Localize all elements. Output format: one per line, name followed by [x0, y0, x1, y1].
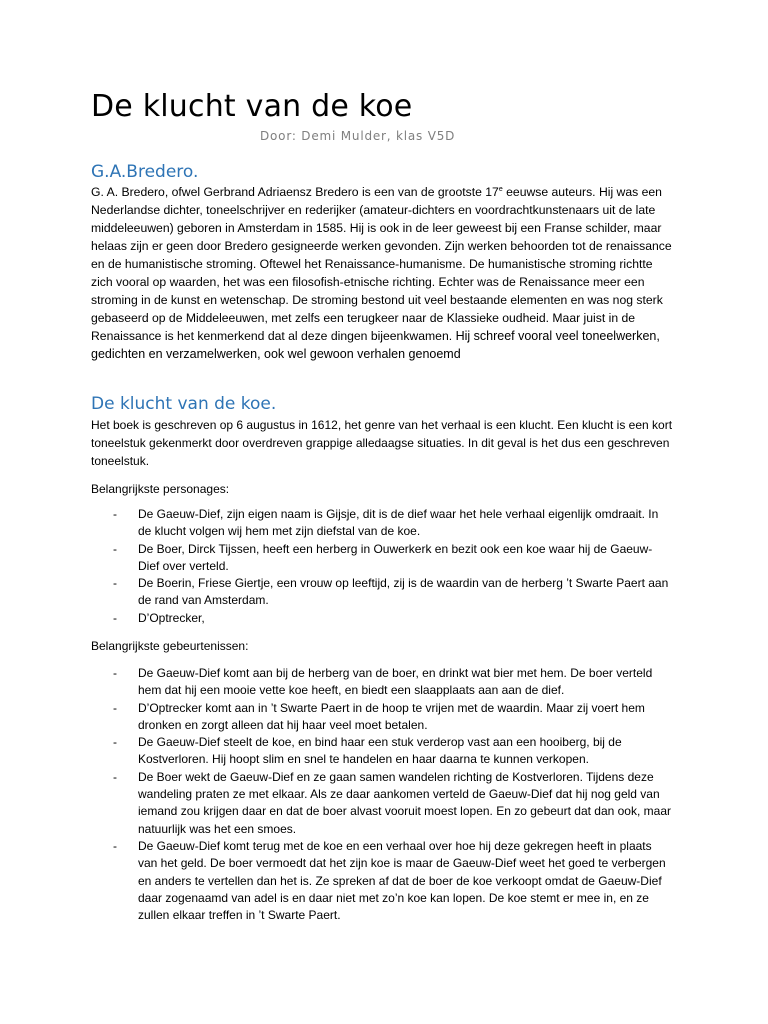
list-dash: -: [113, 769, 117, 784]
klucht-intro-paragraph: Het boek is geschreven op 6 augustus in 1612, het genre van het verhaal is een klucht. Een klucht is een kort toneelstuk gekenmerkt door overdreven grappige alledaagse situaties. In dit geval is het dus een geschreven toneelstuk.: [91, 418, 673, 468]
list-item: [113, 769, 673, 838]
events-list: [113, 665, 673, 924]
list-item: [113, 734, 673, 769]
list-item-text: D’Optrecker komt aan in ’t Swarte Paert in de hoop te vrijen met de waardin. Maar zij voert hem dronken en zorgt alleen dat hij haar veel moet betalen.: [138, 700, 645, 732]
list-dash: -: [113, 838, 117, 853]
list-item-text: De Gaeuw-Dief steelt de koe, en bind haar een stuk verderop vast aan een hooiberg, bij de Kostverloren. Hij hoopt slim en snel te handelen en haar daarna te kunnen verkopen.: [138, 735, 622, 767]
bredero-text-b: eeuwse auteurs. Hij was een Nederlandse dichter, toneelschrijver en rederijker (amateur-dichters en voordrachtkunstenaars uit de late middeleeuwen) geboren in Amsterdam in 1585. Hij is ook in de leer geweest bij een Franse schilder, maar helaas zijn er geen door Bredero gesigneerde werken gevonden. Zijn werken behoorden tot de renaissance en de humanistische stroming. Oftewel het Renaissance-humanisme. De humanistische stroming richtte zich vooral op waarden, het was een filosofish-etnische richting. Echter was de Renaissance meer een stroming in de kunst en wetenschap. De stroming bestond uit veel bestaande elementen en was nog sterk gebaseerd op de Middeleeuwen, met zelfs een terugkeer naar de Klassieke oudheid. Maar juist in de Renaissance is het kenmerkend dat al deze dingen bijeenkwamen.: [91, 185, 672, 343]
list-item: [113, 665, 673, 700]
list-item-text: De Gaeuw-Dief komt terug met de koe en een verhaal over hoe hij deze gekregen heeft in plaats van het geld. De boer vermoedt dat het zijn koe is maar de Gaeuw-Dief weet het goed te verbergen en anders te vertellen dan het is. Ze spreken af dat de boer de koe verkoopt omdat de Gaeuw-Dief daar zogenaamd van adel is en daar niet met zo’n koe kan lopen. De koe stemt er mee in, en ze zullen elkaar treffen in ’t Swarte Paert.: [138, 838, 666, 923]
list-dash: -: [113, 507, 117, 521]
list-item-text: De Boer, Dirck Tijssen, heeft een herberg in Ouwerkerk en bezit ook een koe waar hij de Gaeuw-Dief over verteld.: [138, 541, 653, 573]
list-item: [113, 506, 673, 541]
list-dash: -: [113, 576, 117, 591]
list-item-text: D’Optrecker,: [138, 610, 205, 625]
list-item-text: De Boer wekt de Gaeuw-Dief en ze gaan samen wandelen richting de Kostverloren. Tijdens deze wandeling praten ze met elkaar. Als ze daar aankomen verteld de Gaeuw-Dief dat hij nog geld van iemand zou krijgen daar en dat de boer alvast vooruit moest lopen. En zo gebeurt dat dan ook, maar natuurlijk was het een smoes.: [138, 769, 671, 836]
list-item-text: De Gaeuw-Dief, zijn eigen naam is Gijsje, dit is de dief waar het hele verhaal eigenlijk omdraait. In de klucht volgen wij hem met zijn diefstal van de koe.: [138, 507, 659, 539]
document-subtitle: Door: Demi Mulder, klas V5D: [260, 129, 456, 143]
list-dash: -: [113, 666, 117, 680]
bredero-superscript: e: [498, 185, 503, 193]
list-item: [113, 700, 673, 735]
characters-label: Belangrijkste personages:: [91, 482, 230, 496]
list-item: [113, 541, 673, 576]
list-dash: -: [113, 610, 117, 625]
section-heading-klucht: De klucht van de koe.: [91, 394, 277, 414]
document-title: De klucht van de koe: [91, 89, 413, 124]
bredero-text-a: G. A. Bredero, ofwel Gerbrand Adriaensz Bredero is een van de grootste 17: [91, 185, 499, 199]
list-dash: -: [113, 735, 117, 750]
list-item: [113, 838, 673, 924]
events-label: Belangrijkste gebeurtenissen:: [91, 639, 249, 653]
list-dash: -: [113, 700, 117, 715]
characters-list: [113, 506, 673, 627]
list-item-text: De Gaeuw-Dief komt aan bij de herberg van de boer, en drinkt wat bier met hem. De boer verteld hem dat hij een mooie vette koe heeft, en biedt een slaapplaats aan aan de dief.: [138, 666, 653, 698]
bredero-text-c: Hij schreef vooral veel toneelwerken, gedichten en verzamelwerken, ook wel gewoon verhalen genoemd: [91, 329, 660, 361]
list-dash: -: [113, 541, 117, 556]
list-item: [113, 610, 673, 627]
list-item: [113, 575, 673, 610]
bredero-paragraph: [91, 183, 676, 363]
list-item-text: De Boerin, Friese Giertje, een vrouw op leeftijd, zij is de waardin van de herberg ’t Swarte Paert aan de rand van Amsterdam.: [138, 576, 669, 608]
section-heading-bredero: G.A.Bredero.: [91, 162, 199, 182]
